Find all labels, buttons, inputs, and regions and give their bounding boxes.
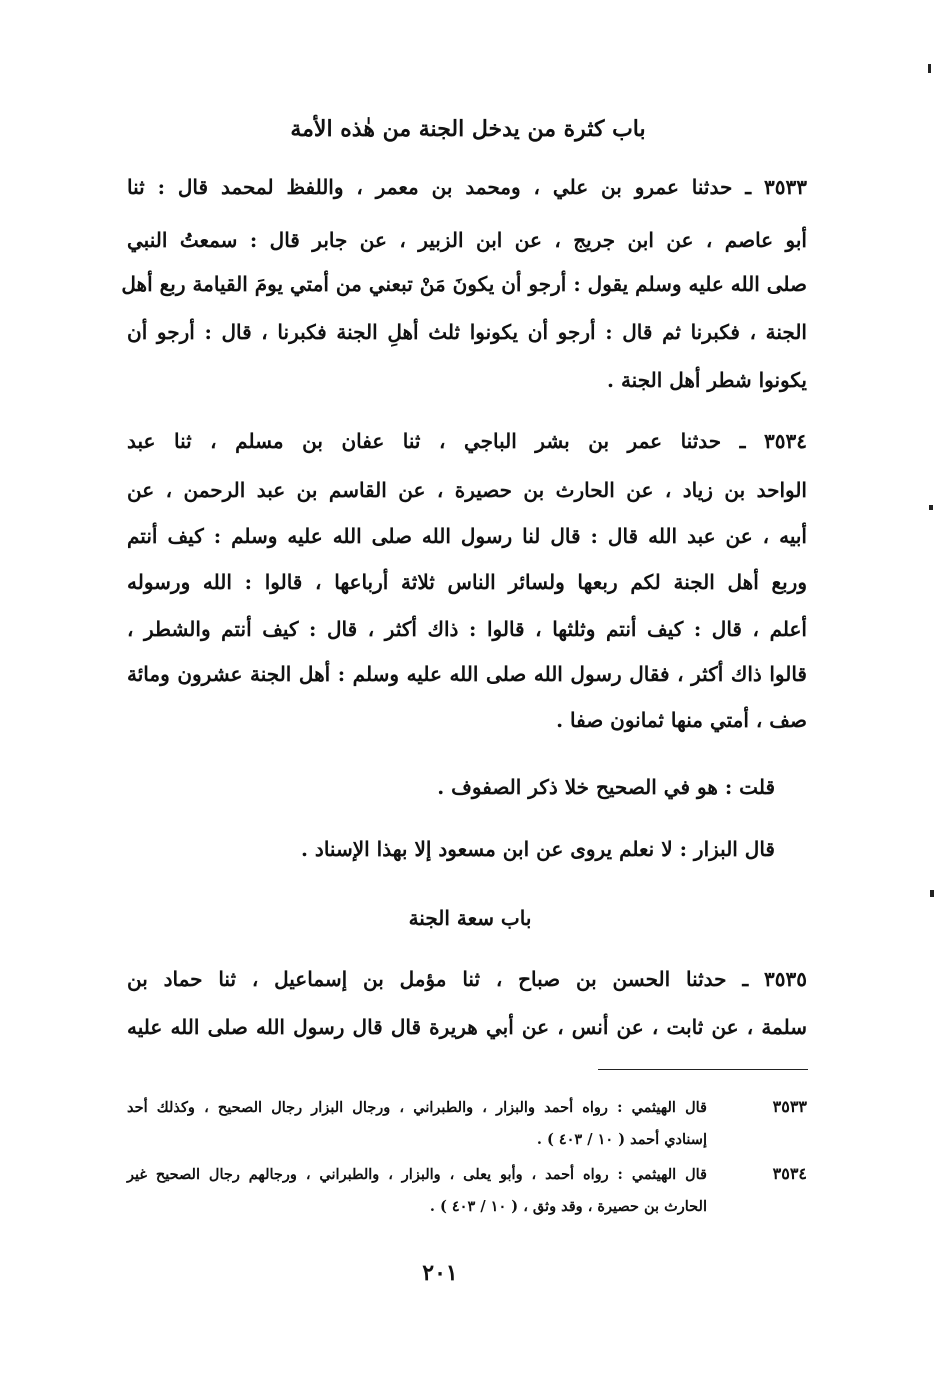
paragraph-line: ٣٥٣٣ ـ حدثنا عمرو بن علي ، ومحمد بن معمر ، واللفظ لمحمد قال : ثنا [127, 175, 807, 199]
footnote-line: قال الهيثمي : رواه أحمد ، وأبو يعلى ، والبزار ، والطبراني ، ورجالهم رجال الصحيح غير [127, 1166, 707, 1183]
paragraph-line: أعلم ، قال : كيف أنتم وثلثها ، قالوا : ذاك أكثر ، قال : كيف أنتم والشطر ، [127, 617, 807, 641]
scan-speck [930, 890, 934, 897]
paragraph-line: صف ، أمتي منها ثمانون صفا . [556, 708, 807, 732]
scan-speck [929, 505, 933, 510]
paragraph-line: الواحد بن زياد ، عن الحارث بن حصيرة ، عن القاسم بن عبد الرحمن ، عن [127, 478, 807, 502]
section-title: باب سعة الجنة [408, 906, 532, 930]
scan-speck [928, 64, 931, 73]
chapter-title: باب كثرة من يدخل الجنة من هٰذه الأمة [290, 116, 646, 142]
footnote-line: الحارث بن حصيرة ، وقد وثق ، ( ١٠ / ٤٠٣ ) . [429, 1198, 707, 1215]
paragraph-line: وربع أهل الجنة لكم ربعها ولسائر الناس ثلاثة أرباعها ، قالوا : الله ورسوله [127, 570, 807, 594]
paragraph-line: ٣٥٣٤ ـ حدثنا عمر بن بشر الباجي ، ثنا عفان بن مسلم ، ثنا عبد [127, 429, 807, 453]
footnote-line: إسنادي أحمد ( ١٠ / ٤٠٣ ) . [536, 1131, 707, 1148]
paragraph-line: قالوا ذاك أكثر ، فقال رسول الله صلى الله عليه وسلم : أهل الجنة عشرون ومائة [127, 662, 807, 686]
paragraph-line: سلمة ، عن ثابت ، عن أنس ، عن أبي هريرة قال قال رسول الله صلى الله عليه [127, 1015, 807, 1039]
footnote-number: ٣٥٣٣ [772, 1097, 807, 1116]
bazzar-note: قال البزار : لا نعلم يروى عن ابن مسعود إلا بهذا الإسناد . [301, 837, 775, 861]
footnote-line: قال الهيثمي : رواه أحمد والبزار ، والطبراني ، ورجال البزار رجال الصحيح ، وكذلك أحد [127, 1099, 707, 1116]
paragraph-line: الجنة ، فكبرنا ثم قال : أرجو أن يكونوا ثلث أهلِ الجنة فكبرنا ، قال : أرجو أن [127, 320, 807, 344]
paragraph-line: ٣٥٣٥ ـ حدثنا الحسن بن صباح ، ثنا مؤمل بن إسماعيل ، ثنا حماد بن [127, 967, 807, 991]
author-note: قلت : هو في الصحيح خلا ذكر الصفوف . [437, 775, 775, 799]
paragraph-line: صلى الله عليه وسلم يقول : أرجو أن يكونَ مَنْ تبعني من أمتي يومَ القيامة ربع أهل [121, 272, 807, 296]
paragraph-line: يكونوا شطر أهل الجنة . [607, 368, 807, 392]
paragraph-line: أبو عاصم ، عن ابن جريج ، عن ابن الزبير ، عن جابر قال : سمعتُ النبي [127, 228, 807, 252]
page-number: ٢٠١ [422, 1260, 458, 1286]
footnote-number: ٣٥٣٤ [772, 1164, 807, 1183]
footnote-separator [598, 1069, 808, 1070]
paragraph-line: أبيه ، عن عبد الله قال : قال لنا رسول الله صلى الله عليه وسلم : كيف أنتم [127, 524, 807, 548]
